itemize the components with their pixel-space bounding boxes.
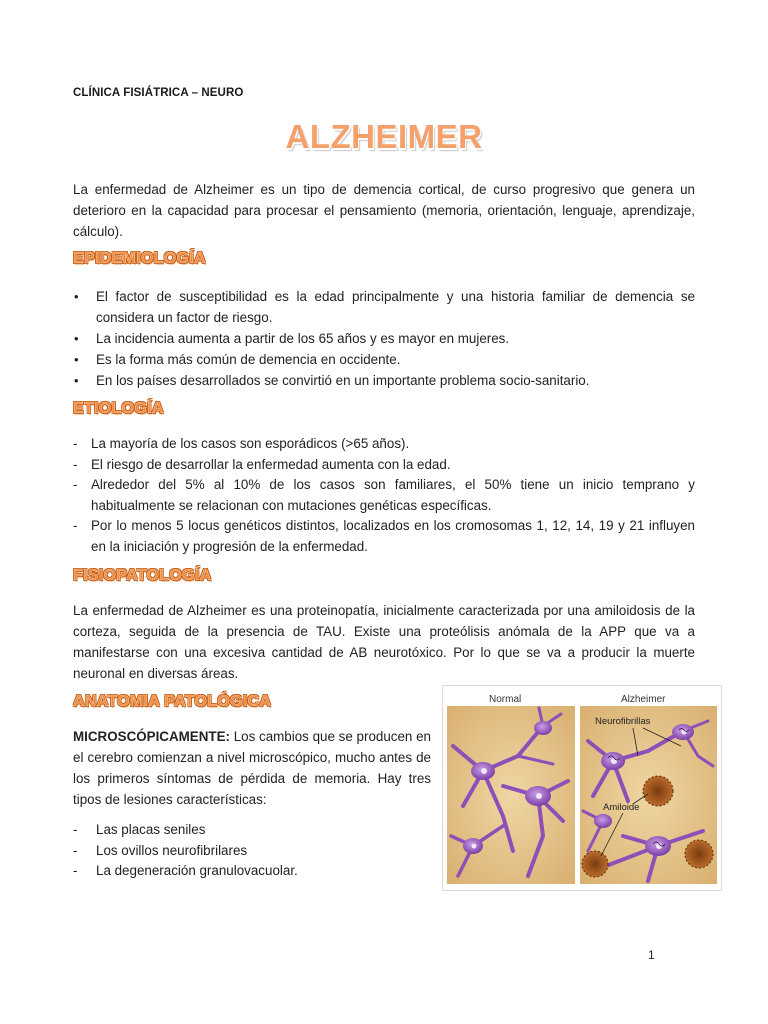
dash-marker: - [73,863,78,878]
amiloide-label: Amiloide [603,802,640,813]
intro-paragraph: La enfermedad de Alzheimer es un tipo de demencia cortical, de curso progresivo que genera un deterioro en la capacidad para procesar el pensamiento (memoria, orientación, lenguaje, aprendizaje, cálculo). [73,182,695,239]
dash-marker: - [73,477,78,492]
list-item: - Los ovillos neurofibrilares [73,841,431,862]
list-item: - El riesgo de desarrollar la enfermedad aumenta con la edad. [73,455,695,476]
bullet-icon: • [74,352,79,367]
list-item: • La incidencia aumenta a partir de los 65 años y es mayor en mujeres. [73,328,695,349]
page-number: 1 [648,948,655,962]
etiologia-heading: ETIOLOGÍA [73,400,164,417]
fisiopatologia-paragraph: La enfermedad de Alzheimer es una proteinopatía, inicialmente caracterizada por una amiloidosis de la corteza, seguida de la presencia de TAU. Existe una proteólisis anómala de la APP que va a manifestarse con una excesiva cantidad de AB neurotóxico. Por lo que se va a producir la muerte neuronal en diversas áreas. [73,603,695,681]
neuron-comparison-figure [442,685,722,891]
bullet-icon: • [74,331,79,346]
anatomia-text: Los cambios que se producen en el cerebro comienzan a nivel microscópico, mucho antes de los primeros síntomas de pérdida de memoria. Hay tres tipos de lesiones características: [73,729,431,807]
neuron-illustration [443,686,721,890]
list-item: - Alrededor del 5% al 10% de los casos son familiares, el 50% tiene un inicio temprano y habitualmente se relacionan con mutaciones genéticas específicas. [73,477,695,513]
list-item: - La degeneración granulovacuolar. [73,861,431,882]
list-item: • El factor de susceptibilidad es la edad principalmente y una historia familiar de demencia se considera un factor de riesgo. [73,286,695,328]
dash-marker: - [73,518,78,533]
document-title: ALZHEIMER [285,118,483,155]
dash-marker: - [73,822,78,837]
list-item: - Las placas seniles [73,820,431,841]
normal-label: Normal [489,694,522,705]
lesiones-list [73,820,431,882]
microscopicamente-label: MICROSCÓPICAMENTE: [73,729,230,744]
dash-marker: - [73,456,78,472]
bullet-icon: • [74,289,79,304]
anatomia-heading: ANATOMIA PATOLÓGICA [73,693,272,710]
list-item: • Es la forma más común de demencia en occidente. [73,349,695,370]
list-item: - Por lo menos 5 locus genéticos distintos, localizados en los cromosomas 1, 12, 14, 19 y 21 influyen en la iniciación y progresión de la enfermedad. [73,518,695,554]
list-item: • En los países desarrollados se convirtió en un importante problema socio-sanitario. [73,370,695,391]
list-item: - La mayoría de los casos son esporádicos (>65 años). [73,434,695,455]
alzheimer-label: Alzheimer [621,694,666,705]
etiologia-list [73,434,695,557]
epidemiologia-list [73,286,695,391]
epidemiologia-heading: EPIDEMIOLOGÍA [73,250,206,267]
dash-marker: - [73,842,78,858]
dash-marker: - [73,436,78,451]
bullet-icon: • [74,373,79,388]
fisiopatologia-heading: FISIOPATOLOGÍA [73,567,212,584]
neurofibrillas-label: Neurofibrillas [595,716,651,727]
course-header: CLÍNICA FISIÁTRICA – NEURO [73,87,244,99]
anatomia-paragraph [73,726,431,810]
